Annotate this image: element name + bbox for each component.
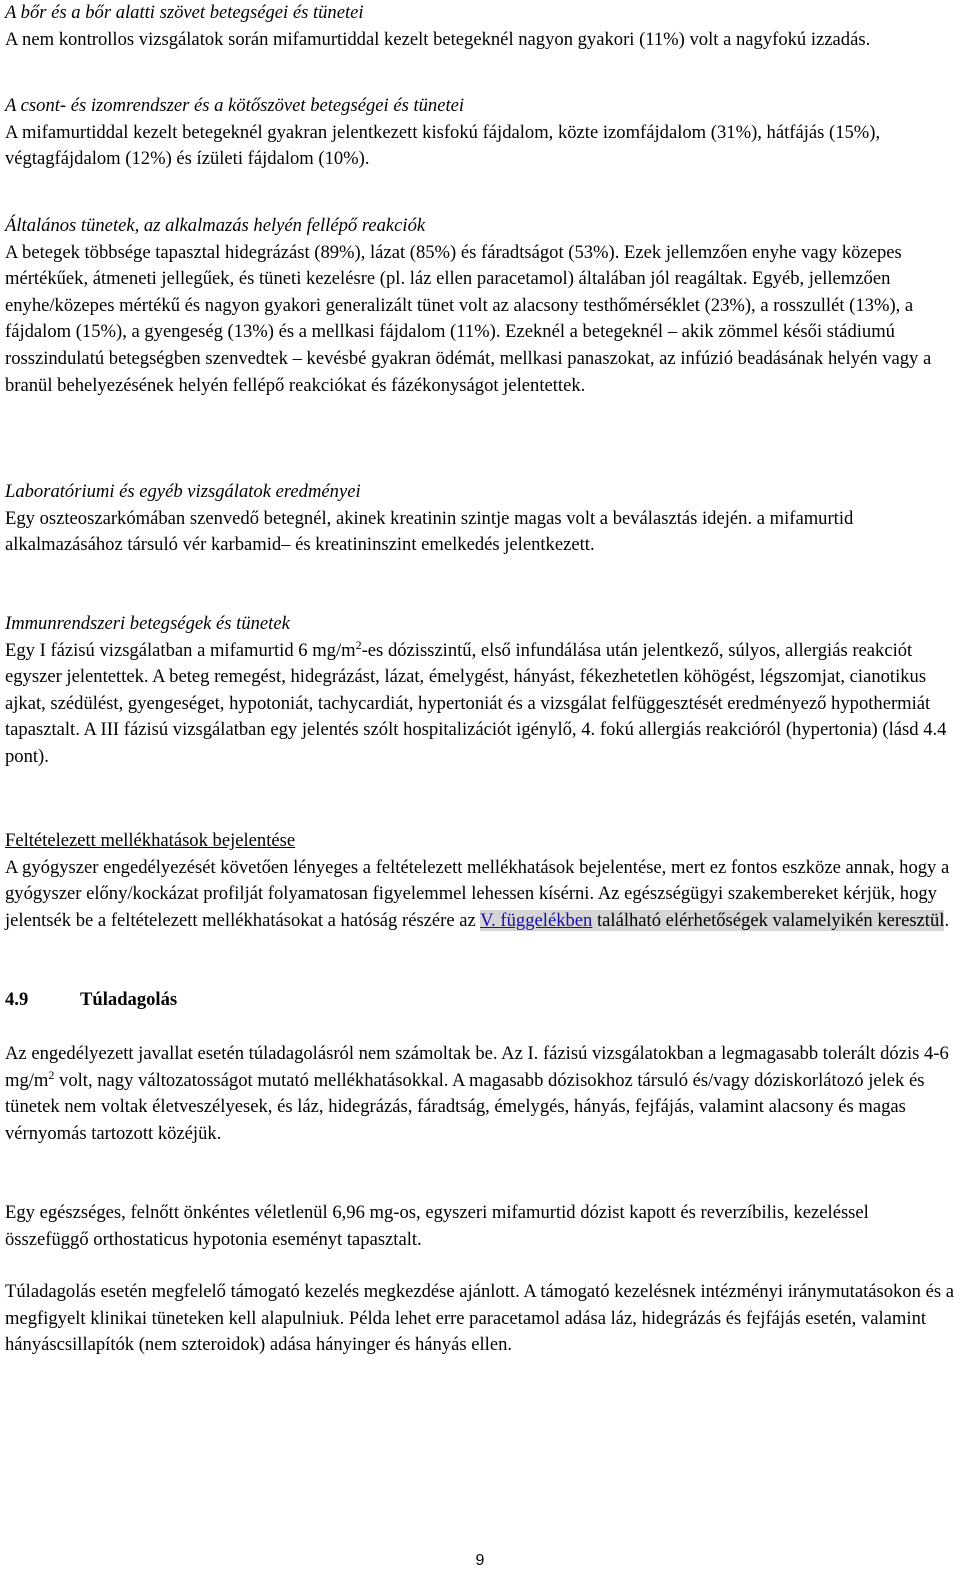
section-heading: Immunrendszeri betegségek és tünetek	[5, 613, 290, 634]
section-musculoskeletal	[5, 93, 955, 173]
section-title: Túladagolás	[80, 989, 178, 1010]
section-text: A betegek többsége tapasztal hidegrázást (89%), lázat (85%) és fáradtságot (53%). Ezek jellemzően enyhe vagy közepes mértékűek, átmeneti jellegűek, és tüneti kezelésre (pl. láz ellen paracetamol) általában jól reagáltak. Egyéb, jellemzően enyhe/közepes mértékű és nagyon gyakori generalizált tünet volt az alacsony testhőmérséklet (23%), a rosszullét (13%), a fájdalom (15%), a gyengeség (13%) és a mellkasi fájdalom (11%). Ezeknél a betegeknél – akik zömmel késői stádiumú rosszindulatú betegségben szenvedtek – kevésbé gyakran ödémát, mellkasi panaszokat, az infúzió beadásának helyén vagy a branül behelyezésének helyén fellépő reakciókat és fázékonyságot jelentettek.	[5, 241, 932, 396]
section-general	[5, 213, 955, 399]
overdose-paragraph-1: Az engedélyezett javallat esetén túladagolásról nem számoltak be. Az I. fázisú vizsgálatokban a legmagasabb tolerált dózis 4-6 $mg/m^2$ volt, nagy változatosságot mutató mellékhatásokkal. A magasabb dózisokhoz társuló és/vagy dóziskorlátozó jelek és tünetek nem voltak életveszélyesek, és láz, hidegrázás, fáradtság, émelygés, hányás, fejfájás, valamint alacsony és magas vérnyomás tartozott közéjük.	[5, 1043, 949, 1144]
section-laboratory	[5, 479, 955, 559]
overdose-paragraph-2: Egy egészséges, felnőtt önkéntes véletlenül 6,96 mg-os, egyszeri mifamurtid dózist kapott és reverzíbilis, kezeléssel összefüggő orthostaticus hypotonia eseményt tapasztalt.	[5, 1202, 869, 1250]
section-text: Egy I fázisú vizsgálatban a mifamurtid 6 $mg/m^2-es$ dózisszintű, első infundálása után jelentkező, súlyos, allergiás reakciót egyszer jelentettek. A beteg remegést, hidegrázást, lázat, émelygést, hányást, fékezhetetlen köhögést, légszomjat, cianotikus ajkat, szédülést, gyengeséget, hypotoniát, tachycardiát, hypertoniát és a vizsgálat felfüggesztését eredményező hypothermiát tapasztalt. A III fázisú vizsgálatban egy jelentés szólt hospitalizációt igénylő, 4. fokú allergiás reakcióról (hypertonia) (lásd 4.4 pont).	[5, 637, 947, 767]
section-immune	[5, 611, 955, 771]
section-heading-overdose	[5, 987, 955, 1014]
section-number: 4.9	[5, 989, 29, 1010]
appendix-link[interactable]: V. függelékben	[480, 909, 593, 931]
section-reporting	[5, 828, 955, 934]
highlighted-text: V. függelékben található elérhetőségek valamelyikén keresztül	[480, 909, 945, 931]
section-heading: Feltételezett mellékhatások bejelentése	[5, 830, 296, 851]
section-text: A nem kontrollos vizsgálatok során mifamurtiddal kezelt betegeknél nagyon gyakori (11%) volt a nagyfokú izzadás.	[5, 28, 871, 50]
page-number: 9	[475, 1552, 485, 1569]
section-skin	[5, 0, 955, 53]
overdose-paragraph-3: Túladagolás esetén megfelelő támogató kezelés megkezdése ajánlott. A támogató kezelésnek intézményi iránymutatásokon és a megfigyelt klinikai tüneteken kell alapulniuk. Példa lehet erre paracetamol adása láz, hidegrázás és fejfájás esetén, valamint hányáscsillapítók (nem szteroidok) adása hányinger és hányás ellen.	[5, 1281, 954, 1356]
section-text: Egy oszteoszarkómában szenvedő betegnél, akinek kreatinin szintje magas volt a beválasztás idején. a mifamurtid alkalmazásához társuló vér karbamid– és kreatininszint emelkedés jelentkezett.	[5, 507, 854, 556]
section-heading: A csont- és izomrendszer és a kötőszövet betegségei és tünetei	[5, 95, 465, 116]
section-text: A mifamurtiddal kezelt betegeknél gyakran jelentkezett kisfokú fájdalom, közte izomfájdalom (31%), hátfájás (15%), végtagfájdalom (12%) és ízületi fájdalom (10%).	[5, 121, 881, 170]
section-heading: A bőr és a bőr alatti szövet betegségei és tünetei	[5, 2, 364, 23]
section-heading: Laboratóriumi és egyéb vizsgálatok eredményei	[5, 481, 361, 502]
section-heading: Általános tünetek, az alkalmazás helyén fellépő reakciók	[5, 215, 426, 236]
section-text: A gyógyszer engedélyezését követően lényeges a feltételezett mellékhatások bejelentése, mert ez fontos eszköze annak, hogy a gyógyszer előny/kockázat profilját folyamatosan figyelemmel lehessen kísérni. Az egészségügyi szakembereket kérjük, hogy jelentsék be a feltételezett mellékhatásokat a hatóság részére az V. függelékben található elérhetőségek valamelyikén keresztül.	[5, 856, 950, 931]
